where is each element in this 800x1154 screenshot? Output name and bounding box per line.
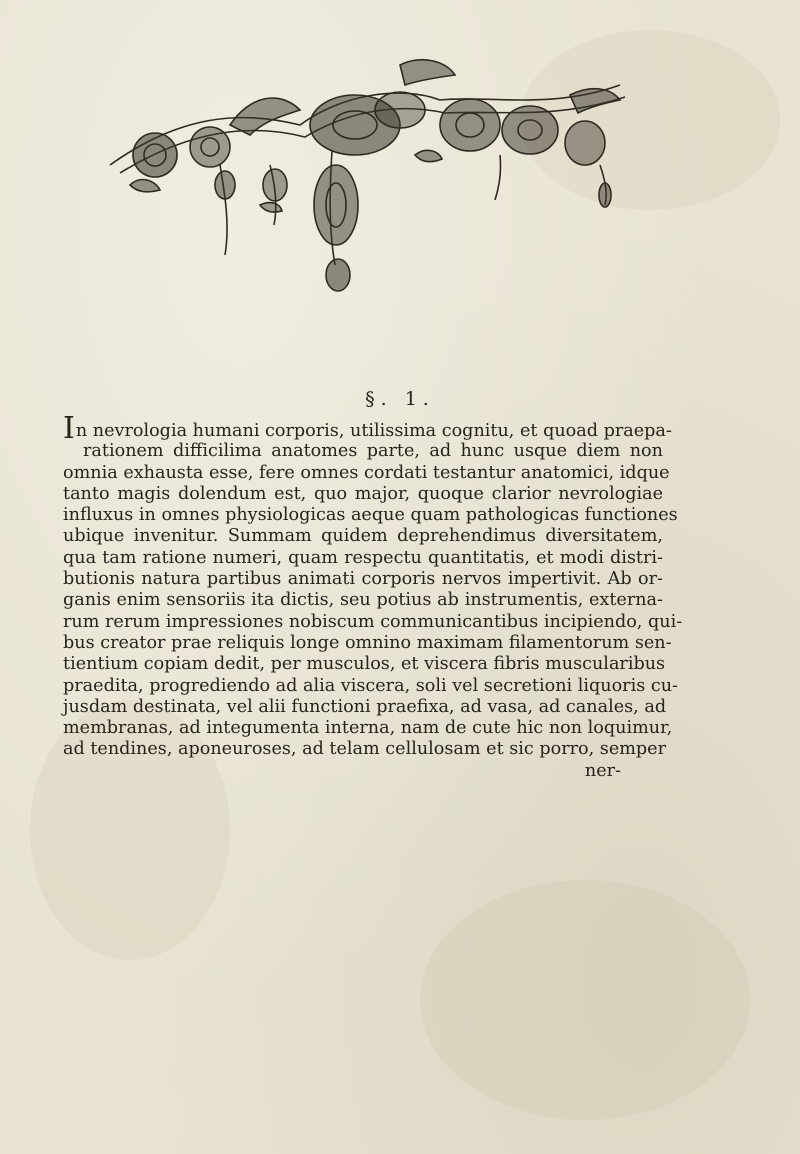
paragraph-line: bus creator prae reliquis longe omnino maximam filamentorum sen- [63, 632, 672, 653]
paragraph-line: qua tam ratione numeri, quam respectu quantitatis, et modi distri- [63, 547, 663, 568]
paragraph-line: influxus in omnes physiologicas aeque quam pathologicas functiones [63, 505, 678, 526]
paragraph-line: omnia exhausta esse, fere omnes cordati testantur anatomici, idque [63, 462, 670, 483]
drop-cap: I [63, 411, 75, 446]
paragraph-line: tientium copiam dedit, per musculos, et viscera fibris muscularibus [63, 654, 666, 675]
paragraph-line: rationem difficilima anatomes parte, ad hunc usque diem non [83, 441, 663, 462]
paragraph-line: ad tendines, aponeuroses, ad telam cellulosam et sic porro, semper [63, 739, 666, 760]
paragraph-line: ganis enim sensoriis ita dictis, seu potius ab instrumentis, externa- [63, 590, 663, 611]
paper-stain [420, 880, 750, 1120]
paragraph-line: rum rerum impressiones nobiscum communicantibus incipiendo, qui- [63, 611, 683, 632]
catchword: ner- [584, 760, 621, 781]
paragraph-line: ubique invenitur. Summam quidem deprehendimus diversitatem, [63, 526, 663, 547]
paragraph-line-0: In nevrologia humani corporis, utilissima cognitu, et quoad praepa- [63, 411, 672, 446]
paragraph-line: tanto magis dolendum est, quo major, quoque clarior nevrologiae [63, 483, 663, 504]
paragraph [63, 411, 683, 782]
paragraph-line: praedita, progrediendo ad alia viscera, soli vel secretioni liquoris cu- [63, 675, 678, 696]
floral-garland-ornament-icon [100, 55, 640, 315]
paragraph-line: membranas, ad integumenta interna, nam de cute hic non loquimur, [63, 718, 673, 739]
section-heading: §. 1. [365, 388, 435, 410]
paragraph-line: butionis natura partibus animati corporis nervos impertivit. Ab or- [63, 569, 663, 590]
paragraph-line: jusdam destinata, vel alii functioni praefixa, ad vasa, ad canales, ad [63, 696, 667, 717]
